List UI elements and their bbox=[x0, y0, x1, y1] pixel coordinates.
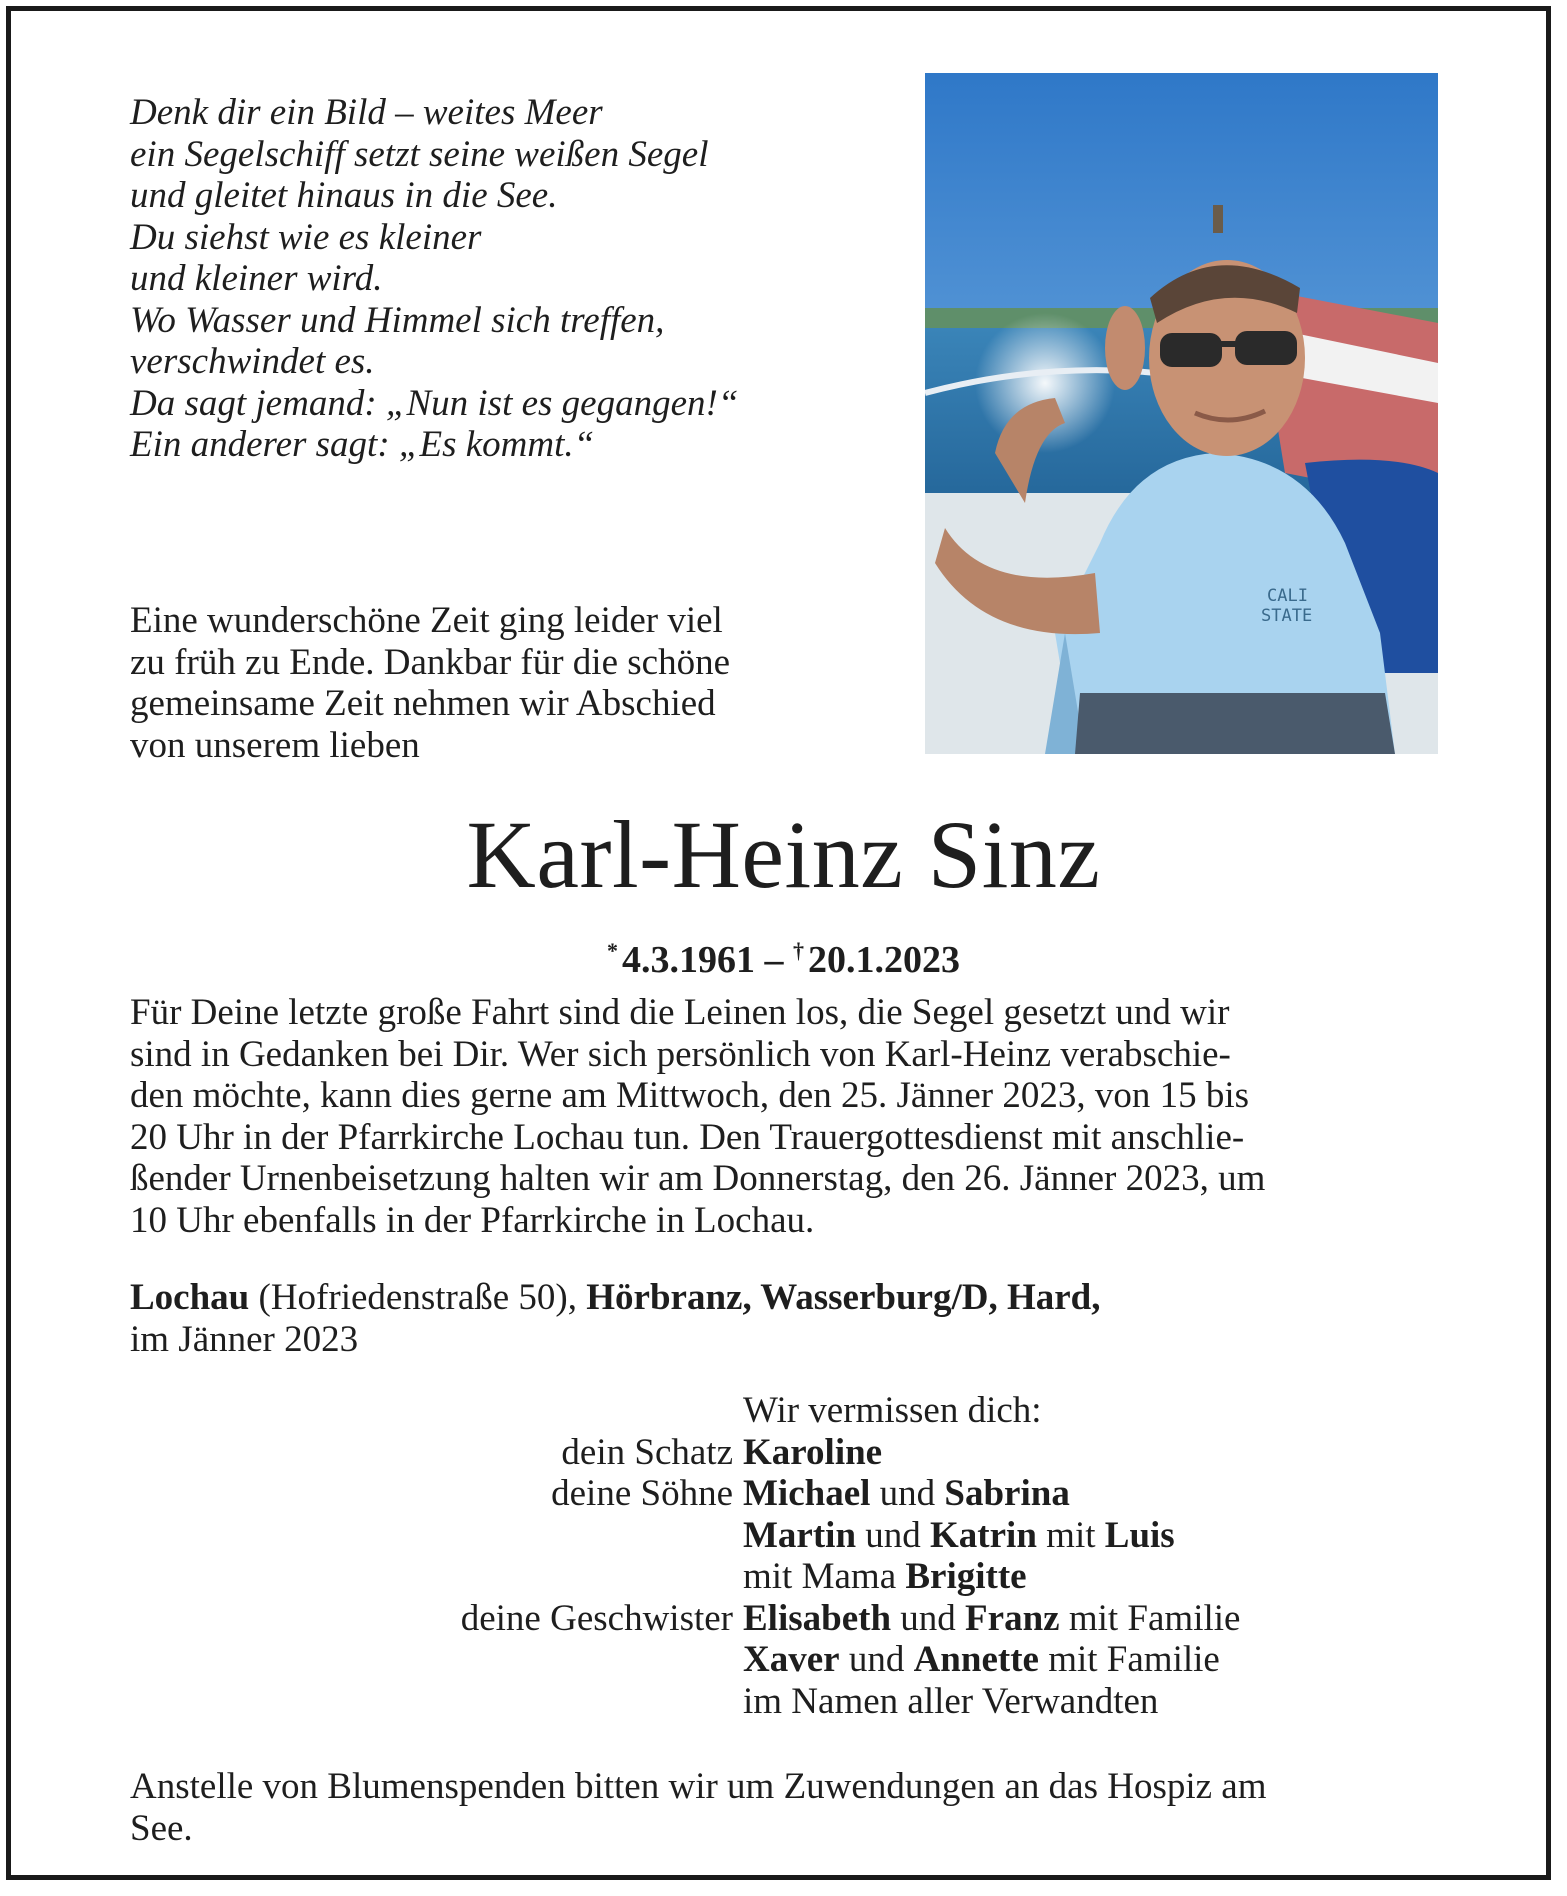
poem bbox=[130, 92, 890, 466]
family-row bbox=[130, 1639, 1440, 1681]
body-line: Für Deine letzte große Fahrt sind die Leinen los, die Segel gesetzt und wir bbox=[130, 992, 1230, 1033]
family-members bbox=[743, 1681, 1158, 1723]
family-row bbox=[130, 1515, 1440, 1557]
family-member-name: Michael bbox=[743, 1473, 871, 1514]
poem-line: Da sagt jemand: „Nun ist es gegangen!“ bbox=[130, 382, 739, 424]
family-relation bbox=[130, 1556, 743, 1598]
shirt-print-line-2: STATE bbox=[1261, 606, 1313, 626]
family-header: Wir vermissen dich: bbox=[743, 1390, 1042, 1431]
body-line: 20 Uhr in der Pfarrkirche Lochau tun. Den Trauergottesdienst mit anschlie- bbox=[130, 1116, 1245, 1158]
death-date: 20.1.2023 bbox=[808, 939, 960, 981]
family-member-name: Elisabeth bbox=[743, 1597, 892, 1639]
family-relation: deine Geschwister bbox=[460, 1597, 733, 1639]
family-connector-text: mit bbox=[1036, 1514, 1105, 1556]
family-member-name: Luis bbox=[1104, 1514, 1175, 1556]
intro-line: Eine wunderschöne Zeit ging leider viel bbox=[130, 600, 723, 641]
family-connector-text: mit Mama bbox=[743, 1556, 906, 1597]
family-member-name: Sabrina bbox=[944, 1473, 1070, 1514]
family-members bbox=[743, 1556, 1027, 1598]
place-town: Lochau bbox=[130, 1277, 250, 1318]
family-member-name: Annette bbox=[913, 1639, 1039, 1680]
closing-line: See. bbox=[130, 1807, 193, 1849]
family-member-name: Katrin bbox=[930, 1514, 1037, 1556]
date-separator: – bbox=[755, 939, 793, 981]
poem-line: und kleiner wird. bbox=[130, 258, 383, 299]
body-line: den möchte, kann dies gerne am Mittwoch, den 25. Jänner 2023, von 15 bis bbox=[130, 1075, 1250, 1116]
family-row bbox=[130, 1556, 1440, 1598]
intro-text bbox=[130, 600, 890, 766]
family-connector-text: mit Familie bbox=[1038, 1639, 1220, 1680]
family-member-name: Xaver bbox=[743, 1639, 840, 1680]
place-and-date bbox=[130, 1277, 1440, 1360]
family-connector-text: und bbox=[839, 1639, 914, 1680]
family-relation bbox=[130, 1681, 743, 1723]
family-row bbox=[130, 1598, 1440, 1640]
family-members bbox=[743, 1515, 1175, 1557]
birth-date: 4.3.1961 bbox=[622, 939, 755, 981]
birth-symbol: * bbox=[607, 938, 618, 963]
family-connector-text: im Namen aller Verwandten bbox=[743, 1680, 1159, 1722]
poem-line: Wo Wasser und Himmel sich treffen, bbox=[130, 299, 665, 341]
family-member-name: Karoline bbox=[743, 1431, 883, 1473]
family-row bbox=[130, 1432, 1440, 1474]
place-others: Hörbranz, Wasserburg/D, Hard, bbox=[586, 1277, 1101, 1318]
family-member-name: Martin bbox=[743, 1514, 857, 1556]
body-line: sind in Gedanken bei Dir. Wer sich persönlich von Karl-Heinz verabschie- bbox=[130, 1033, 1231, 1075]
place-address: (Hofriedenstraße 50), bbox=[249, 1277, 587, 1318]
family-relation: deine Söhne bbox=[551, 1473, 733, 1514]
family-members bbox=[743, 1473, 1070, 1515]
funeral-details bbox=[130, 992, 1440, 1241]
life-dates bbox=[0, 928, 1567, 983]
body-line: 10 Uhr ebenfalls in der Pfarrkirche in Lochau. bbox=[130, 1199, 815, 1241]
poem-line: und gleitet hinaus in die See. bbox=[130, 175, 558, 216]
poem-line: verschwindet es. bbox=[130, 341, 375, 382]
closing-line: Anstelle von Blumenspenden bitten wir um Zuwendungen an das Hospiz am bbox=[130, 1766, 1267, 1807]
poem-line: Ein anderer sagt: „Es kommt.“ bbox=[130, 424, 595, 465]
intro-line: von unserem lieben bbox=[130, 724, 420, 766]
family-connector-text: und bbox=[870, 1473, 945, 1514]
portrait-photo bbox=[925, 73, 1438, 754]
family-connector-text: und bbox=[856, 1514, 931, 1556]
body-line: ßender Urnenbeisetzung halten wir am Donnerstag, den 26. Jänner 2023, um bbox=[130, 1158, 1266, 1199]
intro-line: gemeinsame Zeit nehmen wir Abschied bbox=[130, 683, 716, 724]
family-members bbox=[743, 1598, 1240, 1640]
family-member-name: Franz bbox=[965, 1597, 1060, 1639]
family-connector-text: und bbox=[891, 1597, 966, 1639]
poem-line: ein Segelschiff setzt seine weißen Segel bbox=[130, 133, 709, 175]
family-row bbox=[130, 1473, 1440, 1515]
family-members bbox=[743, 1432, 882, 1474]
shirt-print-line-1: CALI bbox=[1267, 586, 1308, 606]
family-members bbox=[743, 1639, 1220, 1681]
death-symbol: † bbox=[793, 938, 804, 963]
donation-note bbox=[130, 1766, 1440, 1849]
family-connector-text: mit Familie bbox=[1059, 1597, 1241, 1639]
poem-line: Du siehst wie es kleiner bbox=[130, 216, 482, 258]
place-date: im Jänner 2023 bbox=[130, 1318, 359, 1360]
family-member-name: Brigitte bbox=[905, 1556, 1027, 1597]
family-relation: dein Schatz bbox=[561, 1431, 733, 1473]
family-list bbox=[130, 1390, 1440, 1722]
family-relation bbox=[130, 1639, 743, 1681]
deceased-name: Karl-Heinz Sinz bbox=[466, 801, 1101, 908]
family-relation bbox=[130, 1515, 743, 1557]
family-row bbox=[130, 1681, 1440, 1723]
intro-line: zu früh zu Ende. Dankbar für die schöne bbox=[130, 641, 730, 683]
poem-line: Denk dir ein Bild – weites Meer bbox=[130, 92, 603, 133]
